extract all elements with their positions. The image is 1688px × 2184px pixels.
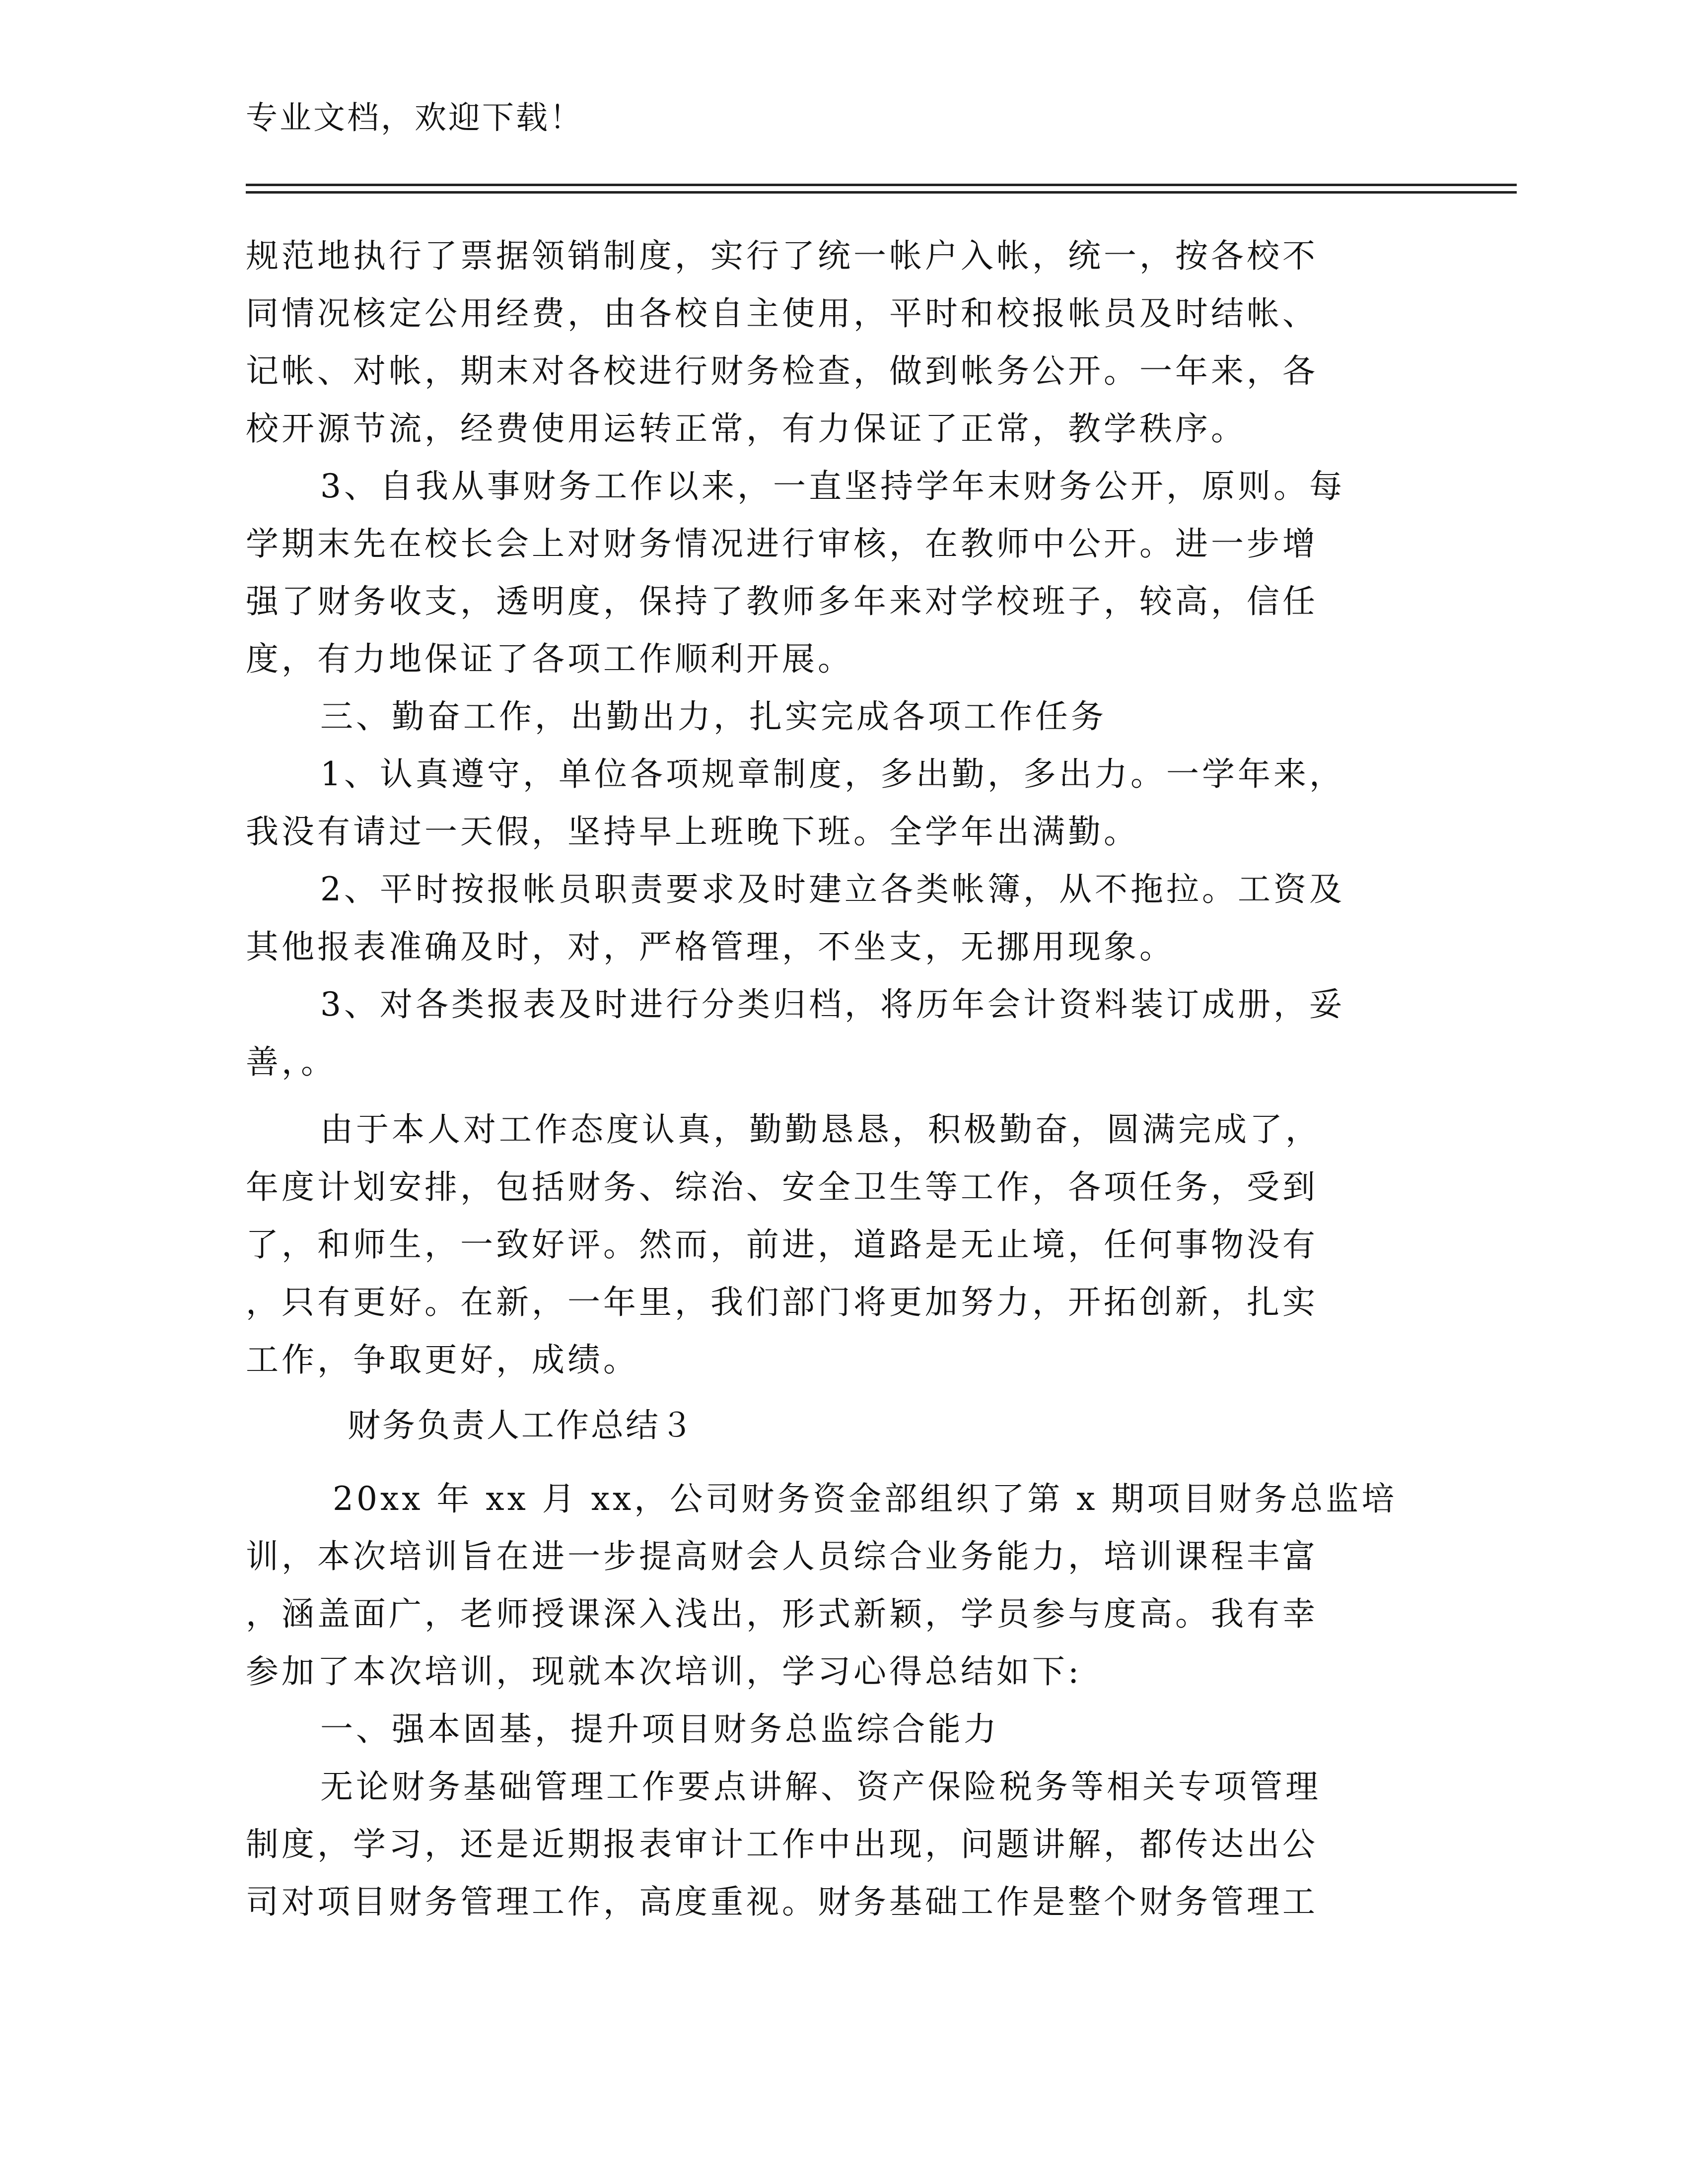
- text-line: 训，本次培训旨在进一步提高财会人员综合业务能力，培训课程丰富: [246, 1537, 1318, 1575]
- text-line: 同情况核定公用经费，由各校自主使用，平时和校报帐员及时结帐、: [246, 294, 1318, 333]
- text-line: 无论财务基础管理工作要点讲解、资产保险税务等相关专项管理: [320, 1768, 1321, 1806]
- text-line: 善，。: [246, 1043, 337, 1081]
- text-line: ，只有更好。在新，一年里，我们部门将更加努力，开拓创新，扎实: [246, 1283, 1318, 1321]
- text-line: 20xx 年 xx 月 xx，公司财务资金部组织了第 x 期项目财务总监培: [333, 1480, 1398, 1518]
- text-line: 制度，学习，还是近期报表审计工作中出现，问题讲解，都传达出公: [246, 1825, 1318, 1863]
- text-line: 由于本人对工作态度认真，勤勤恳恳，积极勤奋，圆满完成了，: [320, 1110, 1321, 1149]
- text-line: 司对项目财务管理工作，高度重视。财务基础工作是整个财务管理工: [246, 1883, 1318, 1921]
- text-line: ，涵盖面广，老师授课深入浅出，形式新颖，学员参与度高。我有幸: [246, 1595, 1318, 1633]
- text-line: 校开源节流，经费使用运转正常，有力保证了正常，教学秩序。: [246, 410, 1247, 448]
- text-line: 3、对各类报表及时进行分类归档，将历年会计资料装订成册，妥: [320, 985, 1345, 1024]
- text-line: 记帐、对帐，期末对各校进行财务检查，做到帐务公开。一年来，各: [246, 352, 1318, 390]
- header-rule-top: [246, 184, 1517, 186]
- text-line: 参加了本次培训，现就本次培训，学习心得总结如下:: [246, 1652, 1082, 1691]
- header-note: 专业文档，欢迎下载！: [246, 100, 583, 136]
- text-line: 1、认真遵守，单位各项规章制度，多出勤，多出力。一学年来，: [320, 755, 1345, 793]
- text-line: 3、自我从事财务工作以来，一直坚持学年末财务公开，原则。每: [320, 467, 1345, 505]
- text-line: 学期末先在校长会上对财务情况进行审核，在教师中公开。进一步增: [246, 525, 1318, 563]
- text-line: 年度计划安排，包括财务、综治、安全卫生等工作，各项任务，受到: [246, 1168, 1318, 1206]
- text-line: 我没有请过一天假，坚持早上班晚下班。全学年出满勤。: [246, 813, 1139, 851]
- text-line: 规范地执行了票据领销制度，实行了统一帐户入帐，统一，按各校不: [246, 237, 1318, 275]
- text-line: 强了财务收支，透明度，保持了教师多年来对学校班子，较高，信任: [246, 582, 1318, 620]
- text-line: 工作，争取更好，成绩。: [246, 1341, 639, 1379]
- text-line: 2、平时按报帐员职责要求及时建立各类帐簿，从不拖拉。工资及: [320, 870, 1345, 908]
- text-line: 一、强本固基，提升项目财务总监综合能力: [320, 1710, 999, 1748]
- text-line: 其他报表准确及时，对，严格管理，不坐支，无挪用现象。: [246, 928, 1175, 966]
- text-line: 了，和师生，一致好评。然而，前进，道路是无止境，任何事物没有: [246, 1226, 1318, 1264]
- text-line: 三、勤奋工作，出勤出力，扎实完成各项工作任务: [320, 697, 1107, 736]
- header-rule-bottom: [246, 191, 1517, 194]
- section-title: 财务负责人工作总结３: [348, 1406, 695, 1444]
- text-line: 度，有力地保证了各项工作顺利开展。: [246, 640, 853, 678]
